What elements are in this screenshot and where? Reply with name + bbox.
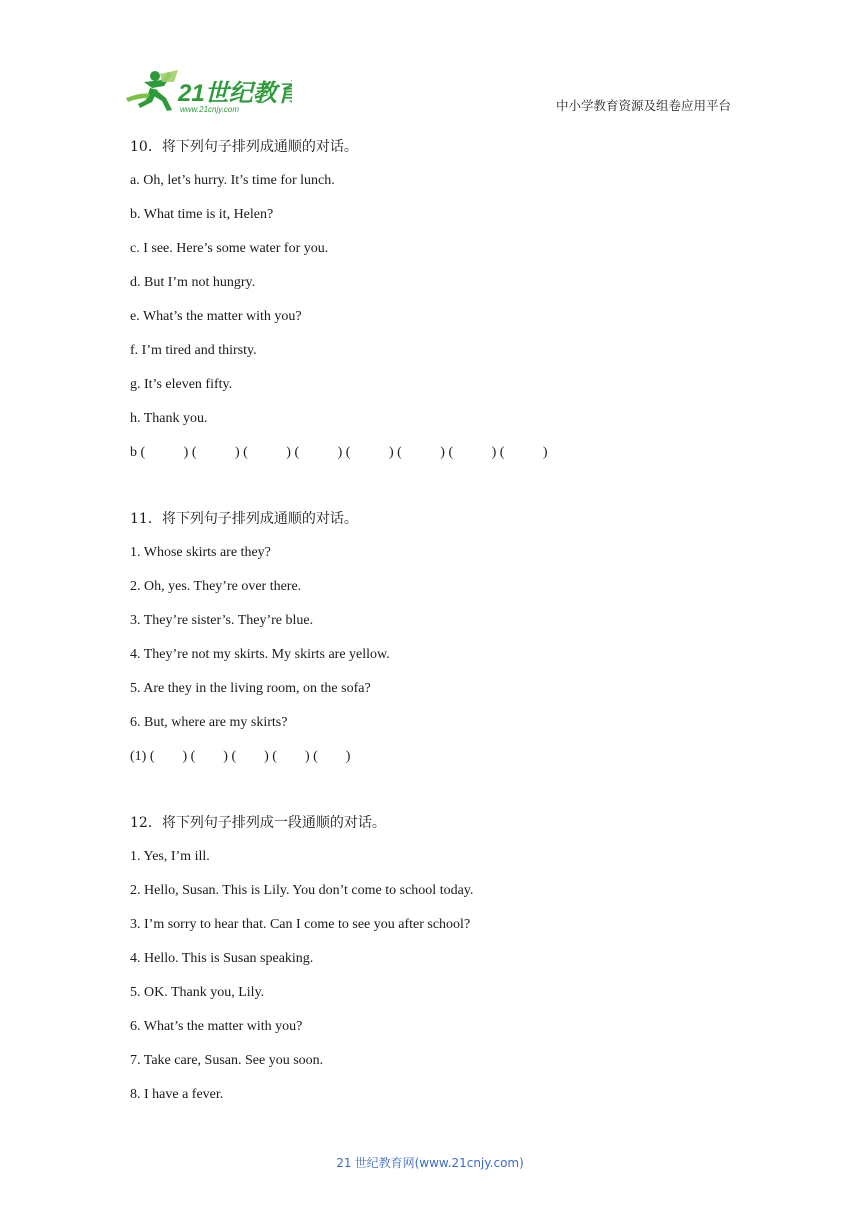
sentence-line: d. But I’m not hungry. — [130, 275, 256, 290]
sentence-line: 7. Take care, Susan. See you soon. — [130, 1053, 324, 1068]
question-title: 11．将下列句子排列成通顺的对话。 — [130, 511, 358, 527]
exercise-content — [130, 137, 730, 1119]
sentence-line: 1. Yes, I’m ill. — [130, 849, 210, 864]
sentence-line: 4. Hello. This is Susan speaking. — [130, 951, 314, 966]
sentence-line: h. Thank you. — [130, 411, 208, 426]
sentence-line: f. I’m tired and thirsty. — [130, 343, 257, 358]
footer-link[interactable] — [0, 1154, 860, 1171]
logo-url: www.21cnjy.com — [180, 105, 239, 114]
footer-cn: 世纪教育网 — [354, 1156, 415, 1170]
sentence-line: e. What’s the matter with you? — [130, 309, 302, 324]
sentence-line: a. Oh, let’s hurry. It’s time for lunch. — [130, 173, 335, 188]
sentence-line: 6. But, where are my skirts? — [130, 715, 288, 730]
sentence-line: 5. OK. Thank you, Lily. — [130, 985, 265, 1000]
sentence-line: 8. I have a fever. — [130, 1087, 224, 1102]
sentence-line: 2. Oh, yes. They’re over there. — [130, 579, 302, 594]
sentence-line: 3. I’m sorry to hear that. Can I come to see you after school? — [130, 917, 471, 932]
logo-text: 21世纪教育 — [178, 80, 292, 107]
answer-blanks[interactable]: (1) ( ) ( ) ( ) ( ) ( ) — [130, 749, 351, 764]
sentence-line: 1. Whose skirts are they? — [130, 545, 271, 560]
sentence-line: 5. Are they in the living room, on the sofa? — [130, 681, 371, 696]
answer-blanks[interactable]: b ( ) ( ) ( ) ( ) ( ) ( ) ( ) ( ) — [130, 445, 548, 460]
question-title: 12．将下列句子排列成一段通顺的对话。 — [130, 815, 386, 831]
sentence-line: b. What time is it, Helen? — [130, 207, 274, 222]
sentence-line: g. It’s eleven fifty. — [130, 377, 233, 392]
sentence-line: 4. They’re not my skirts. My skirts are yellow. — [130, 647, 390, 662]
sentence-line: 2. Hello, Susan. This is Lily. You don’t come to school today. — [130, 883, 474, 898]
footer-url: (www.21cnjy.com) — [414, 1156, 524, 1170]
logo — [122, 68, 292, 116]
sentence-line: 6. What’s the matter with you? — [130, 1019, 303, 1034]
question-title: 10．将下列句子排列成通顺的对话。 — [130, 139, 358, 155]
logo-runner-icon — [122, 68, 292, 116]
sentence-line: c. I see. Here’s some water for you. — [130, 241, 329, 256]
header-platform-text: 中小学教育资源及组卷应用平台 — [555, 98, 731, 113]
footer-prefix: 21 — [336, 1156, 352, 1170]
sentence-line: 3. They’re sister’s. They’re blue. — [130, 613, 314, 628]
